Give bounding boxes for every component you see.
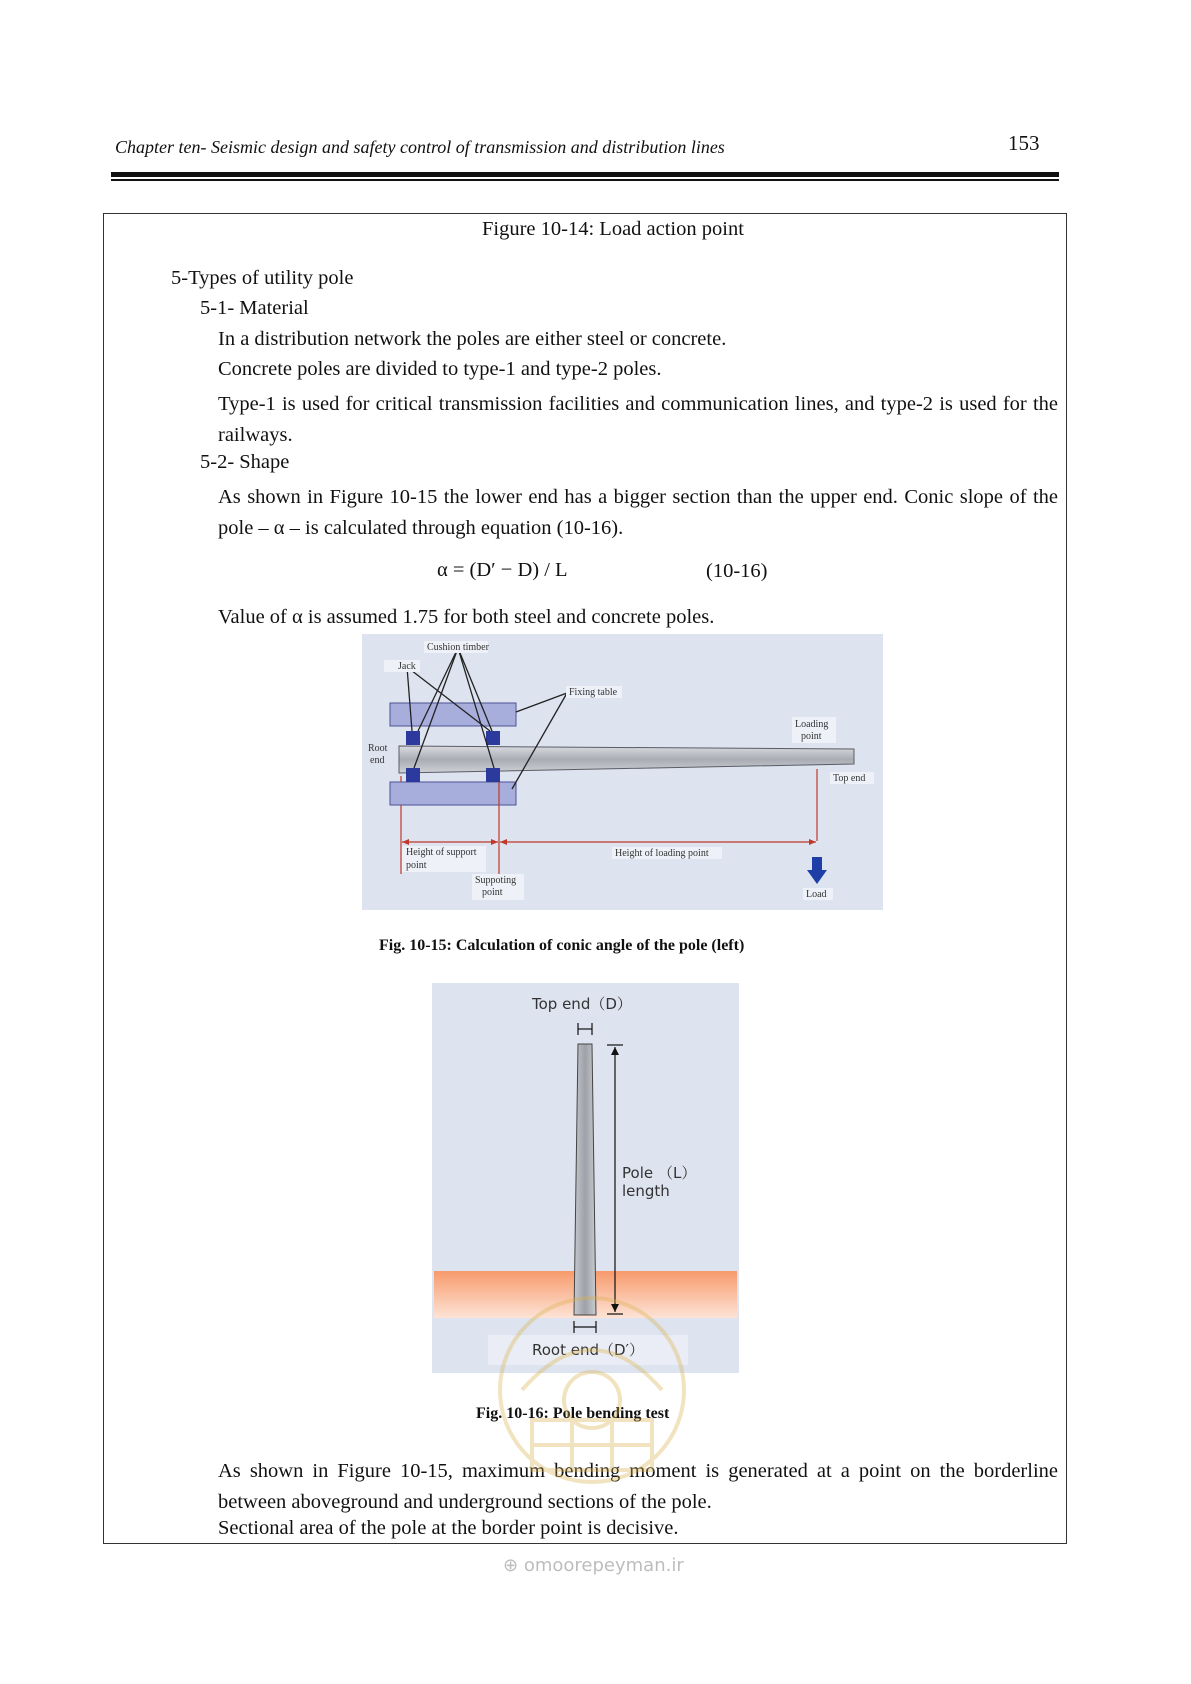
label-loading-point-1: Loading [795,719,829,730]
label-top-end-d: Top end（D） [532,995,632,1013]
material-line-1: In a distribution network the poles are either steel or concrete. [218,328,727,350]
watermark-seal-logo [492,1290,692,1490]
material-paragraph: Type-1 is used for critical transmission facilities and communication lines, and type-2 is used for the railways. [218,393,1058,446]
subsection-material-heading: 5-1- Material [200,297,309,319]
watermark-url-text: omoorepeyman.ir [523,1555,684,1576]
label-fixing-table: Fixing table [569,687,618,698]
label-height-support-2: point [406,860,427,871]
label-root-end-2: end [370,755,385,766]
jack-upper-right [486,731,500,745]
material-line-2: Concrete poles are divided to type-1 and type-2 poles. [218,358,662,380]
equation-10-16: α = (D′ − D) / L [437,559,568,581]
label-height-support-1: Height of support [406,847,477,858]
pole-vertical [574,1044,596,1315]
label-cushion-timber: Cushion timber [427,642,489,653]
figure-10-15-caption: Fig. 10-15: Calculation of conic angle of the pole (left) [379,937,745,954]
fixing-table-lower [390,782,516,805]
label-supporting-point-2: point [482,887,503,898]
label-height-loading: Height of loading point [615,848,709,859]
closing-last-line: Sectional area of the pole at the border point is decisive. [218,1517,679,1539]
globe-icon: ⊕ [503,1555,519,1576]
label-loading-point-2: point [801,731,822,742]
label-root-end-d-prime: Root end（D′） [532,1341,644,1359]
label-supporting-point-1: Suppoting [475,875,517,886]
label-root-end-1: Root [368,743,388,754]
equation-number: (10-16) [706,560,768,582]
subsection-shape-heading: 5-2- Shape [200,451,290,473]
header-rule-thin [111,179,1059,181]
label-l: （L） [658,1164,697,1182]
header-rule [111,172,1059,177]
shape-paragraph: As shown in Figure 10-15 the lower end has a bigger section than the upper end. Conic slope of the pole – α – is calculated through equation (10-16). [218,486,1058,539]
page-number: 153 [1008,131,1040,155]
jack-upper-left [406,731,420,745]
fixing-table-upper [390,703,516,726]
label-load: Load [806,889,827,900]
section-heading: 5-Types of utility pole [171,267,354,289]
label-top-end: Top end [833,773,866,784]
closing-paragraph: As shown in Figure 10-15, maximum bending moment is generated at a point on the borderline between aboveground and underground sections of the pole. [218,1460,1058,1513]
figure-10-14-caption: Figure 10-14: Load action point [482,218,744,240]
cushion-lower-right [486,768,500,782]
label-jack: Jack [398,661,416,672]
label-length: length [622,1182,670,1200]
cushion-lower-left [406,768,420,782]
label-pole: Pole [622,1164,654,1182]
figure-10-16-caption: Fig. 10-16: Pole bending test [476,1405,670,1422]
figure-10-15-diagram [362,634,883,910]
watermark-url [503,1555,684,1576]
alpha-value-line: Value of α is assumed 1.75 for both steel and concrete poles. [218,606,715,628]
running-header: Chapter ten- Seismic design and safety control of transmission and distribution lines [115,137,725,157]
